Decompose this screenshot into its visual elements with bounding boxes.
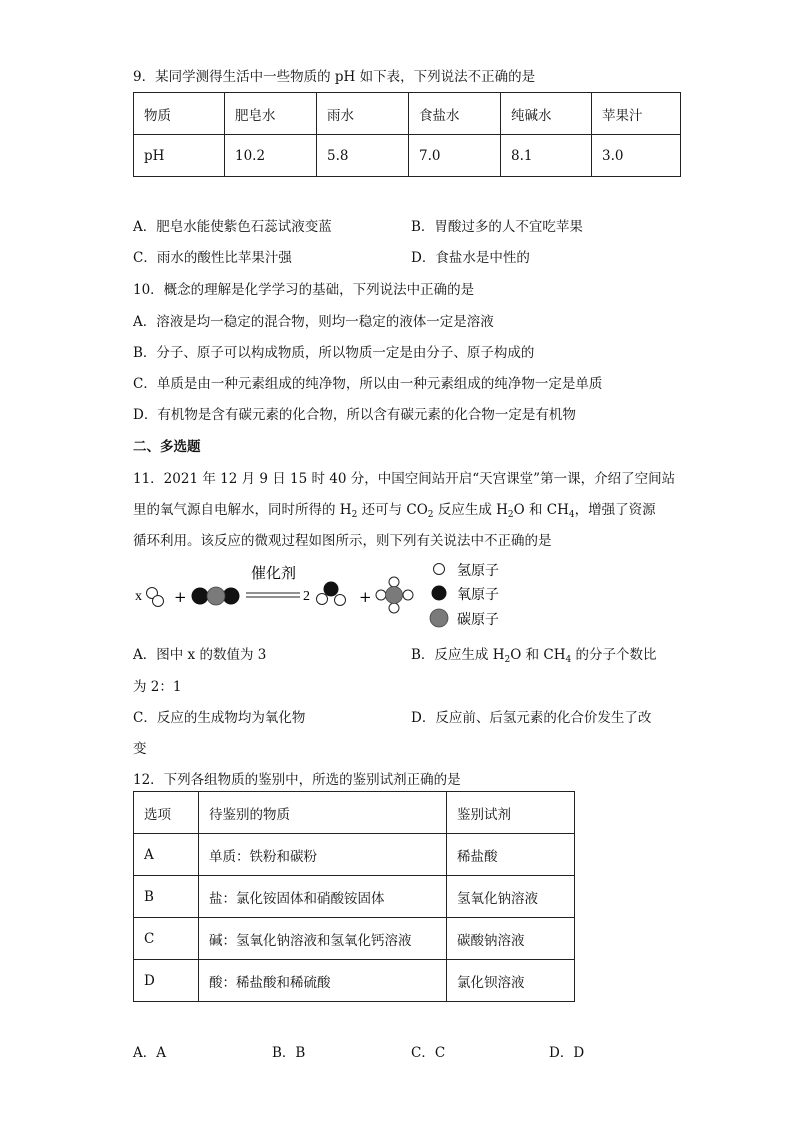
- subscript: 4: [565, 655, 572, 665]
- q12-option-d[interactable]: D．D: [549, 1045, 585, 1061]
- table-row: [134, 135, 681, 177]
- q11-text: O 和 CH: [513, 502, 569, 518]
- plus-sign: +: [359, 588, 372, 606]
- hydrogen-atom: [389, 577, 399, 587]
- table-cell: 待鉴别的物质: [199, 792, 447, 834]
- q11-option-a[interactable]: A．图中 x 的数值为 3: [133, 647, 267, 663]
- q10-option-a[interactable]: A．溶液是均一稳定的混合物，则均一稳定的液体一定是溶液: [133, 314, 494, 330]
- table-cell: 8.1: [501, 135, 592, 177]
- hydrogen-atom: [403, 590, 413, 600]
- q11-text: 还可与 CO: [357, 502, 428, 518]
- legend-hydrogen-icon: [434, 564, 445, 575]
- q11-stem-line3: 循环利用。该反应的微观过程如图所示，则下列有关说法中不正确的是: [133, 533, 552, 549]
- table-cell: D: [134, 960, 199, 1002]
- carbon-atom: [207, 587, 225, 605]
- table-cell: A: [134, 834, 199, 876]
- table-cell: C: [134, 918, 199, 960]
- q9-option-c[interactable]: C．雨水的酸性比苹果汁强: [133, 250, 292, 266]
- table-cell: 10.2: [225, 135, 317, 177]
- table-cell: 酸：稀盐酸和稀硫酸: [199, 960, 447, 1002]
- table-cell: pH: [134, 135, 225, 177]
- q11-text: ，增强了资源: [574, 502, 656, 518]
- table-cell: 肥皂水: [225, 93, 317, 135]
- coefficient-x: x: [135, 589, 142, 604]
- legend-label-carbon: 碳原子: [457, 612, 499, 628]
- plus-sign: +: [174, 588, 187, 606]
- q11-stem-line1: 11．2021 年 12 月 9 日 15 时 40 分，中国空间站开启“天宫课堂”第一课，介绍了空间站: [133, 471, 676, 487]
- table-cell: 7.0: [409, 135, 501, 177]
- q9-ph-table: [133, 92, 681, 177]
- reaction-diagram: [128, 558, 528, 632]
- hydrogen-atom: [389, 603, 399, 613]
- q10-option-b[interactable]: B．分子、原子可以构成物质，所以物质一定是由分子、原子构成的: [133, 345, 535, 361]
- coefficient-2: 2: [303, 589, 310, 604]
- q9-option-a[interactable]: A．肥皂水能使紫色石蕊试液变蓝: [133, 219, 332, 235]
- q10-stem: 10．概念的理解是化学学习的基础，下列说法中正确的是: [133, 282, 475, 298]
- oxygen-atom: [324, 582, 339, 597]
- q11-option-b-text: B．反应生成 H: [411, 647, 505, 663]
- q11-option-b-continuation: 为 2：1: [133, 679, 182, 695]
- hydrogen-atom: [153, 596, 164, 607]
- q12-option-a[interactable]: A．A: [133, 1045, 166, 1061]
- subscript: 2: [507, 510, 514, 520]
- q11-option-c[interactable]: C．反应的生成物均为氧化物: [133, 710, 306, 726]
- table-row: [134, 960, 575, 1002]
- table-cell: 物质: [134, 93, 225, 135]
- table-cell: 3.0: [592, 135, 681, 177]
- legend-label-oxygen: 氧原子: [457, 587, 499, 603]
- q11-option-d[interactable]: D．反应前、后氢元素的化合价发生了改: [411, 710, 652, 726]
- section-title: 二、多选题: [133, 439, 201, 455]
- table-cell: 氯化钡溶液: [447, 960, 575, 1002]
- table-row: [134, 876, 575, 918]
- table-cell: 氢氧化钠溶液: [447, 876, 575, 918]
- table-cell: 食盐水: [409, 93, 501, 135]
- q9-stem: 9．某同学测得生活中一些物质的 pH 如下表，下列说法不正确的是: [133, 69, 536, 85]
- q11-option-d-continuation: 变: [133, 741, 147, 757]
- hydrogen-atom: [317, 594, 328, 605]
- carbon-atom: [386, 587, 403, 604]
- q12-stem: 12．下列各组物质的鉴别中，所选的鉴别试剂正确的是: [133, 772, 461, 788]
- table-cell: 选项: [134, 792, 199, 834]
- oxygen-atom: [192, 588, 209, 605]
- legend-carbon-icon: [430, 609, 448, 627]
- table-row: [134, 93, 681, 135]
- table-cell: 单质：铁粉和碳粉: [199, 834, 447, 876]
- table-row: [134, 792, 575, 834]
- subscript: 2: [351, 510, 358, 520]
- table-cell: 鉴别试剂: [447, 792, 575, 834]
- table-cell: 碳酸钠溶液: [447, 918, 575, 960]
- catalyst-label: 催化剂: [251, 564, 297, 582]
- table-cell: 雨水: [317, 93, 409, 135]
- q9-option-d[interactable]: D．食盐水是中性的: [411, 250, 530, 266]
- q9-option-b[interactable]: B．胃酸过多的人不宜吃苹果: [411, 219, 583, 235]
- q12-option-c[interactable]: C．C: [411, 1045, 446, 1061]
- subscript: 2: [504, 655, 511, 665]
- q12-reagent-table: [133, 791, 575, 1002]
- q11-stem-line2: [133, 498, 656, 518]
- table-cell: 盐：氯化铵固体和硝酸铵固体: [199, 876, 447, 918]
- q10-option-c[interactable]: C．单质是由一种元素组成的纯净物，所以由一种元素组成的纯净物一定是单质: [133, 376, 603, 392]
- hydrogen-atom: [335, 595, 346, 606]
- table-cell: 苹果汁: [592, 93, 681, 135]
- table-cell: 纯碱水: [501, 93, 592, 135]
- q11-option-b-text: 的分子个数比: [571, 647, 657, 663]
- q11-text: 反应生成 H: [433, 502, 508, 518]
- table-cell: 5.8: [317, 135, 409, 177]
- subscript: 4: [568, 510, 575, 520]
- q11-option-b-text: O 和 CH: [510, 647, 566, 663]
- legend-oxygen-icon: [432, 586, 447, 601]
- table-cell: 稀盐酸: [447, 834, 575, 876]
- hydrogen-atom: [376, 590, 386, 600]
- q12-option-b[interactable]: B．B: [272, 1045, 306, 1061]
- table-row: [134, 918, 575, 960]
- table-cell: B: [134, 876, 199, 918]
- q11-option-b[interactable]: [411, 643, 657, 663]
- q11-text: 里的氧气源自电解水，同时所得的 H: [133, 502, 352, 518]
- legend-label-hydrogen: 氢原子: [457, 563, 499, 579]
- q10-option-d[interactable]: D．有机物是含有碳元素的化合物，所以含有碳元素的化合物一定是有机物: [133, 407, 576, 423]
- subscript: 2: [427, 510, 434, 520]
- table-row: [134, 834, 575, 876]
- table-cell: 碱：氢氧化钠溶液和氢氧化钙溶液: [199, 918, 447, 960]
